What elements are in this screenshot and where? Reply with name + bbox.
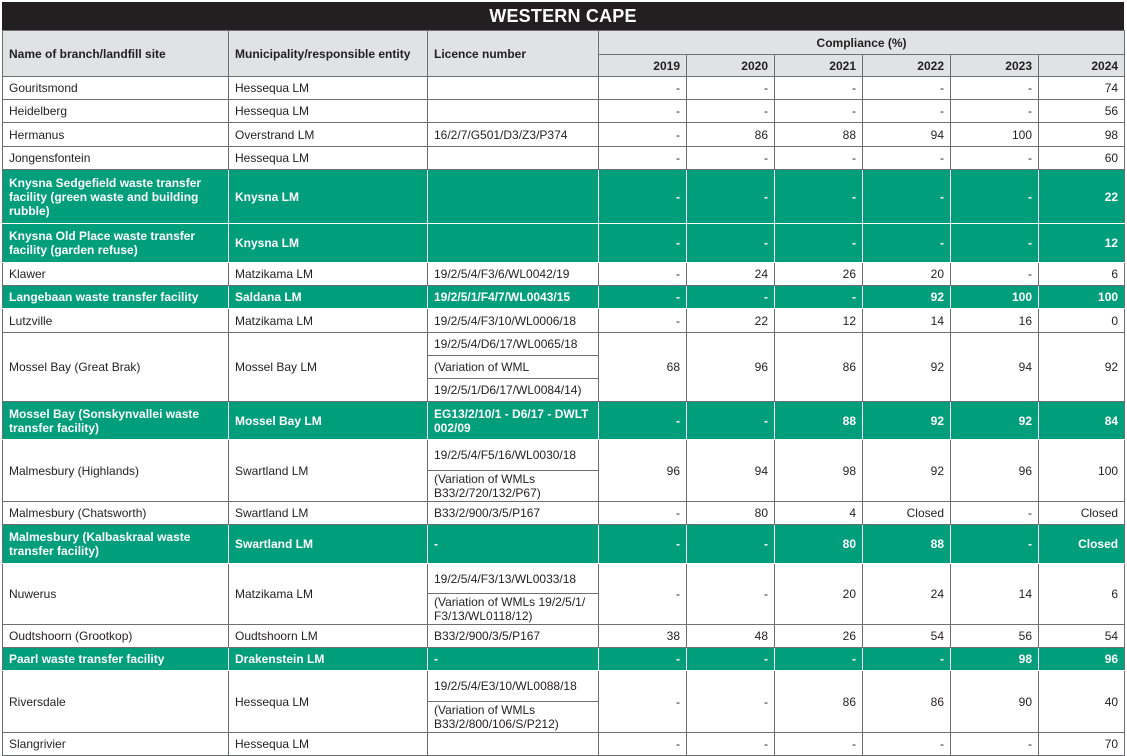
compliance-value: -	[863, 224, 951, 263]
table-row	[3, 625, 1125, 648]
compliance-value: 22	[1039, 170, 1125, 224]
compliance-value: 20	[775, 564, 863, 625]
compliance-value: -	[599, 525, 687, 564]
compliance-value: 92	[951, 402, 1039, 440]
licence-number: 19/2/5/4/E3/10/WL0088/18	[428, 671, 599, 702]
compliance-value: 16	[951, 309, 1039, 333]
compliance-value: 24	[687, 263, 775, 286]
municipality: Matzikama LM	[229, 263, 428, 286]
municipality: Drakenstein LM	[229, 648, 428, 671]
compliance-value: -	[599, 224, 687, 263]
licence-number: -	[428, 648, 599, 671]
compliance-value: 88	[863, 525, 951, 564]
compliance-value: -	[775, 733, 863, 756]
header-municipality: Municipality/responsible entity	[229, 31, 428, 77]
header-year: 2022	[863, 55, 951, 77]
municipality: Hessequa LM	[229, 733, 428, 756]
table-row	[3, 100, 1125, 123]
compliance-value: -	[951, 170, 1039, 224]
municipality: Oudtshoorn LM	[229, 625, 428, 648]
municipality: Hessequa LM	[229, 147, 428, 170]
compliance-value: Closed	[1039, 502, 1125, 525]
compliance-value: 14	[951, 564, 1039, 625]
site-name: Lutzville	[3, 309, 229, 333]
site-name: Mossel Bay (Great Brak)	[3, 333, 229, 402]
compliance-value: 12	[775, 309, 863, 333]
compliance-value: -	[599, 170, 687, 224]
compliance-value: 100	[1039, 286, 1125, 309]
compliance-value: -	[863, 170, 951, 224]
licence-number	[428, 100, 599, 123]
compliance-value: 88	[775, 402, 863, 440]
compliance-value: -	[775, 286, 863, 309]
table-row	[3, 564, 1125, 594]
compliance-value: -	[599, 733, 687, 756]
municipality: Knysna LM	[229, 170, 428, 224]
table-row	[3, 170, 1125, 224]
table-row	[3, 309, 1125, 333]
compliance-value: 48	[687, 625, 775, 648]
municipality: Swartland LM	[229, 440, 428, 502]
site-name: Knysna Sedgefield waste transfer facility (green waste and building rubble)	[3, 170, 229, 224]
municipality: Mossel Bay LM	[229, 333, 428, 402]
compliance-value: 22	[687, 309, 775, 333]
compliance-value: 80	[687, 502, 775, 525]
compliance-value: 100	[1039, 440, 1125, 502]
licence-number: 19/2/5/4/F3/6/WL0042/19	[428, 263, 599, 286]
municipality: Hessequa LM	[229, 671, 428, 733]
site-name: Paarl waste transfer facility	[3, 648, 229, 671]
compliance-value: 100	[951, 123, 1039, 147]
site-name: Mossel Bay (Sonskynvallei waste transfer facility)	[3, 402, 229, 440]
header-compliance: Compliance (%)	[599, 31, 1125, 55]
compliance-value: -	[687, 147, 775, 170]
header-licence: Licence number	[428, 31, 599, 77]
compliance-value: 92	[863, 440, 951, 502]
compliance-value: 4	[775, 502, 863, 525]
compliance-value: -	[599, 123, 687, 147]
table-title: WESTERN CAPE	[2, 2, 1124, 30]
compliance-value: -	[775, 648, 863, 671]
licence-number: (Variation of WMLs B33/2/800/106/S/P212)	[428, 702, 599, 733]
compliance-table-container	[2, 2, 1124, 756]
compliance-value: 96	[951, 440, 1039, 502]
table-row	[3, 440, 1125, 471]
licence-number: EG13/2/10/1 - D6/17 - DWLT 002/09	[428, 402, 599, 440]
municipality: Swartland LM	[229, 525, 428, 564]
site-name: Malmesbury (Chatsworth)	[3, 502, 229, 525]
licence-number: 19/2/5/4/F3/10/WL0006/18	[428, 309, 599, 333]
compliance-value: -	[687, 525, 775, 564]
compliance-value: 6	[1039, 564, 1125, 625]
licence-number: B33/2/900/3/5/P167	[428, 625, 599, 648]
compliance-value: -	[775, 77, 863, 100]
compliance-value: -	[951, 77, 1039, 100]
compliance-value: 56	[1039, 100, 1125, 123]
licence-number: (Variation of WML	[428, 356, 599, 379]
municipality: Swartland LM	[229, 502, 428, 525]
compliance-value: -	[599, 402, 687, 440]
licence-number: 16/2/7/G501/D3/Z3/P374	[428, 123, 599, 147]
header-site: Name of branch/landfill site	[3, 31, 229, 77]
licence-number: -	[428, 525, 599, 564]
compliance-value: 94	[687, 440, 775, 502]
licence-number	[428, 733, 599, 756]
compliance-value: 94	[951, 333, 1039, 402]
compliance-value: 74	[1039, 77, 1125, 100]
header-year: 2021	[775, 55, 863, 77]
compliance-value: 60	[1039, 147, 1125, 170]
compliance-value: -	[775, 147, 863, 170]
compliance-value: 80	[775, 525, 863, 564]
municipality: Matzikama LM	[229, 309, 428, 333]
site-name: Hermanus	[3, 123, 229, 147]
compliance-table	[2, 30, 1125, 756]
table-body	[3, 77, 1125, 756]
compliance-value: 86	[775, 333, 863, 402]
table-row	[3, 77, 1125, 100]
compliance-value: -	[687, 733, 775, 756]
licence-number: 19/2/5/4/F5/16/WL0030/18	[428, 440, 599, 471]
site-name: Slangrivier	[3, 733, 229, 756]
compliance-value: -	[863, 100, 951, 123]
table-row	[3, 333, 1125, 356]
compliance-value: -	[687, 77, 775, 100]
compliance-value: 88	[775, 123, 863, 147]
site-name: Heidelberg	[3, 100, 229, 123]
compliance-value: 92	[863, 286, 951, 309]
site-name: Klawer	[3, 263, 229, 286]
compliance-value: -	[687, 671, 775, 733]
compliance-value: 92	[1039, 333, 1125, 402]
compliance-value: -	[863, 648, 951, 671]
compliance-value: 12	[1039, 224, 1125, 263]
licence-number	[428, 77, 599, 100]
compliance-value: -	[599, 100, 687, 123]
compliance-value: -	[687, 100, 775, 123]
municipality: Overstrand LM	[229, 123, 428, 147]
compliance-value: 40	[1039, 671, 1125, 733]
compliance-value: 92	[863, 402, 951, 440]
compliance-value: -	[775, 170, 863, 224]
table-row	[3, 147, 1125, 170]
table-row	[3, 648, 1125, 671]
licence-number: (Variation of WMLs 19/2/5/1/ F3/13/WL0118/12)	[428, 594, 599, 625]
municipality: Mossel Bay LM	[229, 402, 428, 440]
licence-number: (Variation of WMLs B33/2/720/132/P67)	[428, 471, 599, 502]
site-name: Langebaan waste transfer facility	[3, 286, 229, 309]
municipality: Knysna LM	[229, 224, 428, 263]
compliance-value: -	[951, 224, 1039, 263]
compliance-value: -	[775, 224, 863, 263]
table-row	[3, 224, 1125, 263]
compliance-value: 92	[863, 333, 951, 402]
compliance-value: 94	[863, 123, 951, 147]
compliance-value: -	[687, 402, 775, 440]
compliance-value: 98	[951, 648, 1039, 671]
site-name: Jongensfontein	[3, 147, 229, 170]
site-name: Gouritsmond	[3, 77, 229, 100]
compliance-value: -	[951, 263, 1039, 286]
licence-number: B33/2/900/3/5/P167	[428, 502, 599, 525]
header-year: 2019	[599, 55, 687, 77]
compliance-value: -	[599, 147, 687, 170]
compliance-value: -	[599, 671, 687, 733]
compliance-value: -	[687, 286, 775, 309]
compliance-value: -	[951, 147, 1039, 170]
compliance-value: -	[951, 100, 1039, 123]
compliance-value: -	[599, 648, 687, 671]
compliance-value: 54	[863, 625, 951, 648]
compliance-value: -	[687, 170, 775, 224]
compliance-value: -	[863, 147, 951, 170]
licence-number: 19/2/5/1/D6/17/WL0084/14)	[428, 379, 599, 402]
compliance-value: 98	[775, 440, 863, 502]
table-row	[3, 671, 1125, 702]
compliance-value: -	[687, 648, 775, 671]
compliance-value: -	[951, 525, 1039, 564]
site-name: Malmesbury (Highlands)	[3, 440, 229, 502]
compliance-value: -	[687, 564, 775, 625]
compliance-value: -	[951, 502, 1039, 525]
compliance-value: 26	[775, 263, 863, 286]
compliance-value: 96	[599, 440, 687, 502]
compliance-value: 96	[687, 333, 775, 402]
compliance-value: -	[687, 224, 775, 263]
compliance-value: 54	[1039, 625, 1125, 648]
licence-number: 19/2/5/1/F4/7/WL0043/15	[428, 286, 599, 309]
table-row	[3, 402, 1125, 440]
header-year: 2020	[687, 55, 775, 77]
compliance-value: 0	[1039, 309, 1125, 333]
header-year: 2024	[1039, 55, 1125, 77]
site-name: Malmesbury (Kalbaskraal waste transfer facility)	[3, 525, 229, 564]
table-row	[3, 286, 1125, 309]
compliance-value: -	[775, 100, 863, 123]
site-name: Oudtshoorn (Grootkop)	[3, 625, 229, 648]
licence-number: 19/2/5/4/D6/17/WL0065/18	[428, 333, 599, 356]
compliance-value: -	[599, 263, 687, 286]
municipality: Hessequa LM	[229, 100, 428, 123]
site-name: Riversdale	[3, 671, 229, 733]
table-row	[3, 502, 1125, 525]
compliance-value: 26	[775, 625, 863, 648]
compliance-value: Closed	[863, 502, 951, 525]
compliance-value: 86	[863, 671, 951, 733]
table-row	[3, 123, 1125, 147]
compliance-value: 86	[775, 671, 863, 733]
compliance-value: 20	[863, 263, 951, 286]
compliance-value: -	[599, 564, 687, 625]
table-row	[3, 263, 1125, 286]
table-row	[3, 525, 1125, 564]
compliance-value: -	[599, 502, 687, 525]
compliance-value: 6	[1039, 263, 1125, 286]
compliance-value: 56	[951, 625, 1039, 648]
header-year: 2023	[951, 55, 1039, 77]
compliance-value: 90	[951, 671, 1039, 733]
table-row	[3, 733, 1125, 756]
compliance-value: -	[599, 309, 687, 333]
licence-number	[428, 224, 599, 263]
compliance-value: -	[951, 733, 1039, 756]
compliance-value: -	[599, 77, 687, 100]
municipality: Matzikama LM	[229, 564, 428, 625]
municipality: Hessequa LM	[229, 77, 428, 100]
compliance-value: 68	[599, 333, 687, 402]
compliance-value: 38	[599, 625, 687, 648]
compliance-value: Closed	[1039, 525, 1125, 564]
compliance-value: -	[863, 733, 951, 756]
site-name: Knysna Old Place waste transfer facility (garden refuse)	[3, 224, 229, 263]
compliance-value: 70	[1039, 733, 1125, 756]
compliance-value: 100	[951, 286, 1039, 309]
licence-number	[428, 170, 599, 224]
licence-number: 19/2/5/4/F3/13/WL0033/18	[428, 564, 599, 594]
compliance-value: 84	[1039, 402, 1125, 440]
compliance-value: 14	[863, 309, 951, 333]
compliance-value: 96	[1039, 648, 1125, 671]
municipality: Saldana LM	[229, 286, 428, 309]
site-name: Nuwerus	[3, 564, 229, 625]
licence-number	[428, 147, 599, 170]
compliance-value: 24	[863, 564, 951, 625]
compliance-value: -	[599, 286, 687, 309]
compliance-value: 86	[687, 123, 775, 147]
compliance-value: 98	[1039, 123, 1125, 147]
compliance-value: -	[863, 77, 951, 100]
